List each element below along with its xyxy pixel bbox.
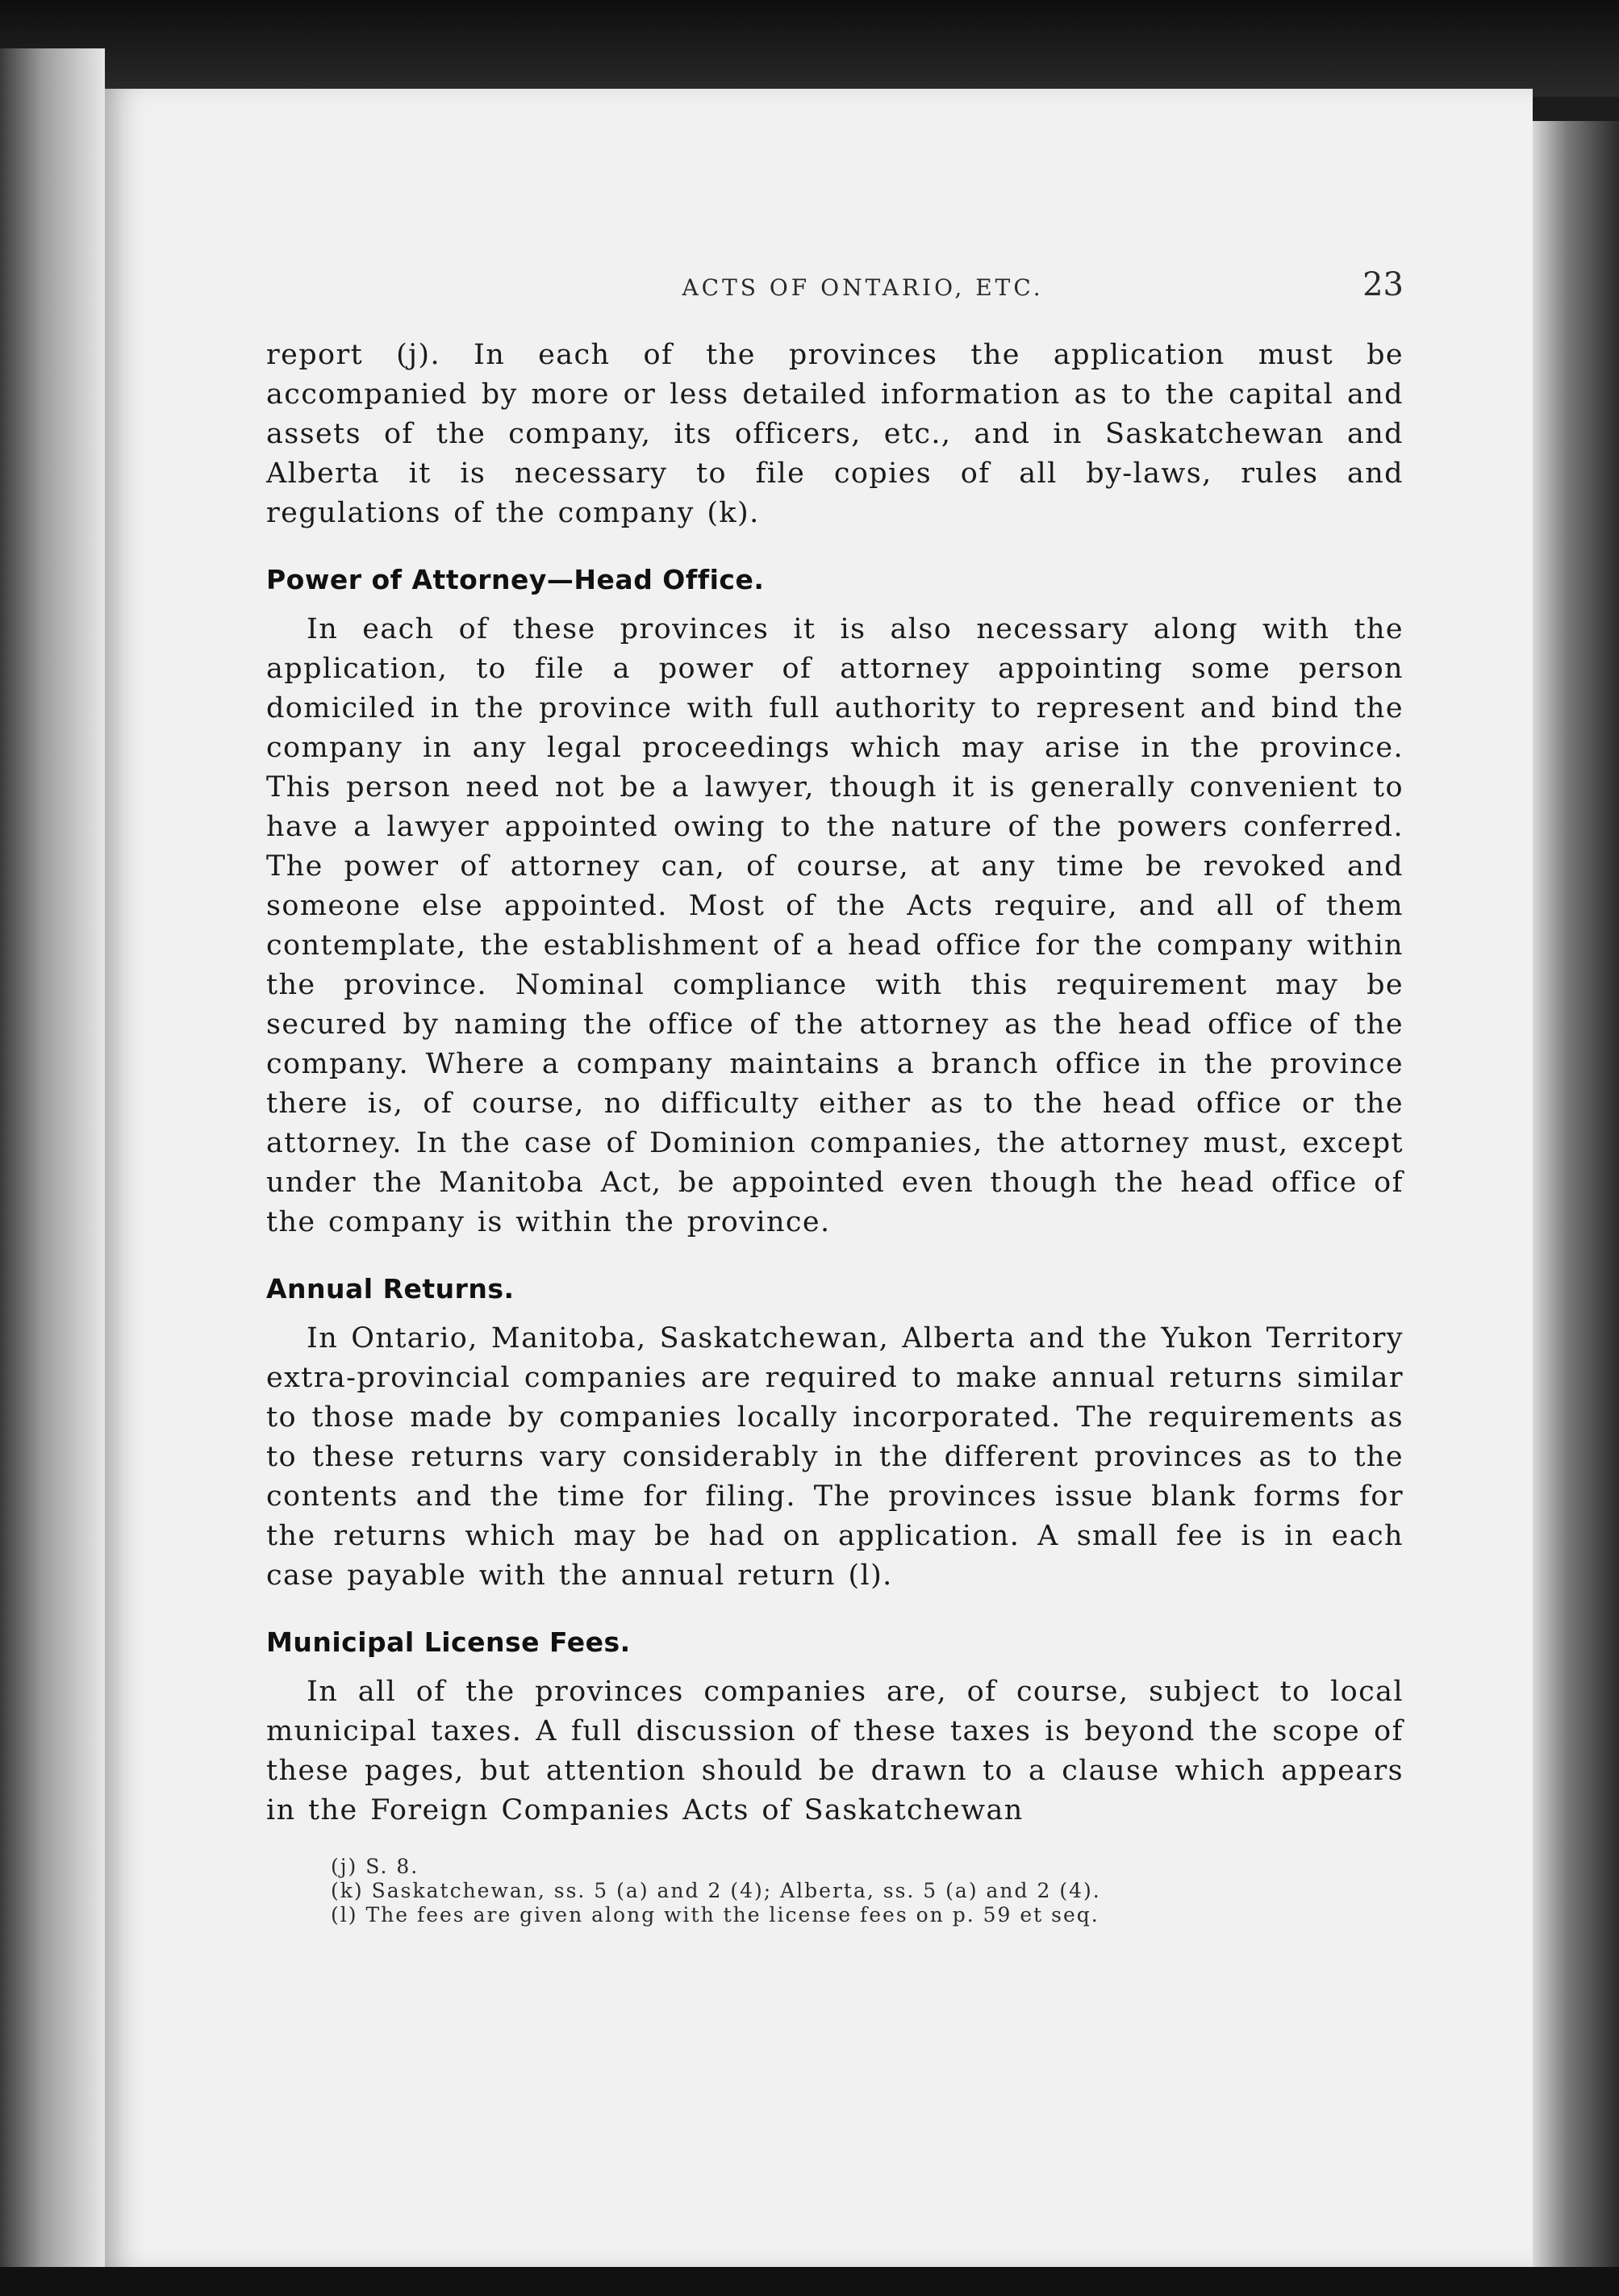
heading-municipal-license-fees: Municipal License Fees.: [266, 1626, 631, 1658]
heading-power-of-attorney: Power of Attorney—Head Office.: [266, 564, 765, 595]
page-number: 23: [1362, 266, 1404, 303]
footnote-l: (l) The fees are given along with the license fees on p. 59 et seq.: [331, 1903, 1100, 1927]
footnote-k: (k) Saskatchewan, ss. 5 (a) and 2 (4); Alberta, ss. 5 (a) and 2 (4).: [331, 1879, 1101, 1902]
book-right-edge: [1533, 121, 1619, 2267]
footnotes: [266, 1855, 1404, 1927]
running-head-title: ACTS OF ONTARIO, ETC.: [682, 274, 1044, 301]
heading-annual-returns: Annual Returns.: [266, 1273, 515, 1305]
paragraph-intro: report (j). In each of the provinces the application must be accompanied by more or less detailed information as to the capital and assets of the company, its officers, etc., and in Saskatchewan and Alberta it is necessary to file copies of all by-laws, rules and regulations of the company (k).: [266, 339, 1404, 529]
running-head: [266, 266, 1404, 303]
footnote-j: (j) S. 8.: [331, 1855, 419, 1878]
paragraph-annual-returns: In Ontario, Manitoba, Saskatchewan, Alberta and the Yukon Territory extra-provincial companies are required to make annual returns similar to those made by companies locally incorporated. The requirements as to these returns vary considerably in the different provinces as to the contents and the time for filing. The provinces issue blank forms for the returns which may be had on application. A small fee is in each case payable with the annual return (l).: [266, 1322, 1404, 1592]
page-content: [266, 266, 1404, 1927]
scan-bottom-border: [0, 2267, 1619, 2296]
paragraph-municipal-license-fees: In all of the provinces companies are, of course, subject to local municipal taxes. A full discussion of these taxes is beyond the scope of these pages, but attention should be drawn to a clause which appears in the Foreign Companies Acts of Saskatchewan: [266, 1676, 1404, 1826]
book-left-page-edge: [0, 48, 105, 2275]
paragraph-power-of-attorney: In each of these provinces it is also necessary along with the application, to file a power of attorney appointing some person domiciled in the province with full authority to represent and bind the company in any legal proceedings which may arise in the province. This person need not be a lawyer, though it is generally convenient to have a lawyer appointed owing to the nature of the powers conferred. The power of attorney can, of course, at any time be revoked and someone else appointed. Most of the Acts require, and all of them contemplate, the establishment of a head office for the company within the province. Nominal compliance with this requirement may be secured by naming the office of the attorney as the head office of the company. Where a company maintains a branch office in the province there is, of course, no difficulty either as to the head office or the attorney. In the case of Dominion companies, the attorney must, except under the Manitoba Act, be appointed even though the head office of the company is within the province.: [266, 613, 1404, 1238]
scan-top-border: [0, 0, 1619, 97]
